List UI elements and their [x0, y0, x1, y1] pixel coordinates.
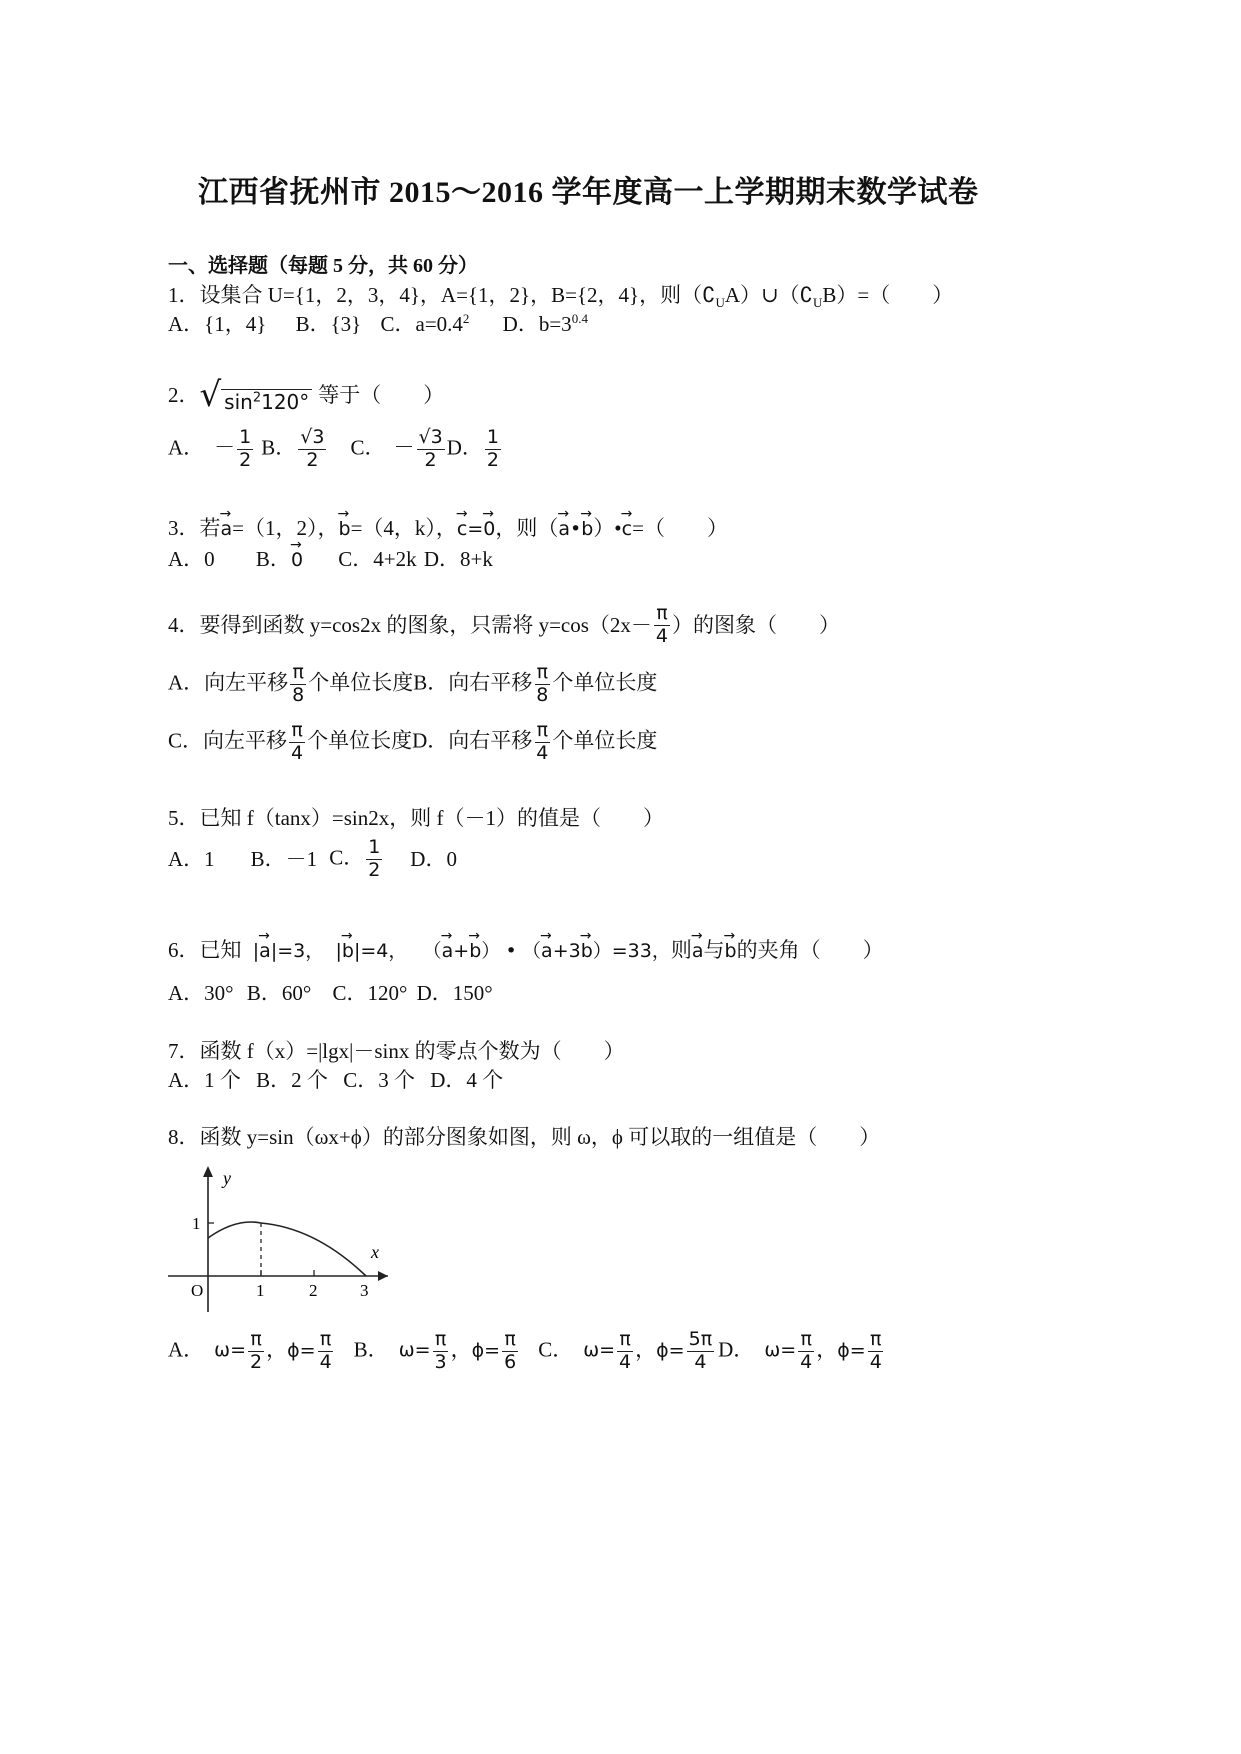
option-c: C．向左平移 $\frac{\pi}{4}$ 个单位长度 [168, 719, 413, 764]
option-b: B． ω= $\frac{\pi}{3}$ ，ϕ= $\frac{\pi}{6}$ [353, 1328, 517, 1373]
option-a: A． － $\frac{1}{2}$ [168, 426, 252, 471]
option-b: B．{3} [295, 312, 362, 336]
option-c: C．$a=0.4^2$ [380, 311, 470, 336]
option-d: D． $\frac{1}{2}$ [446, 426, 499, 471]
question-3-stem: 3．若→ a=（1，2），→ b=（4，k），→ c=→ 0，则（→ a•→ b）•→ c=（ ） [168, 515, 728, 539]
option-b: B． $\frac{√3}{2}$ [261, 426, 325, 471]
option-a: A． ω= $\frac{\pi}{2}$ ，ϕ= $\frac{\pi}{4}$ [168, 1328, 332, 1373]
question-4-stem: 4．要得到函数 y=cos2x 的图象，只需将 y=cos（2x－ $\frac{\pi}{4}$ ）的图象（ ） [168, 602, 841, 647]
x-axis-label: x [371, 1242, 379, 1262]
option-b: B．2 个 [256, 1068, 328, 1092]
question-1-stem: 1．设集合 U={1，2，3，4}，A={1，2}，B={2，4}，则$(∁_UA)\cup(∁_UB)=$（ ） [168, 283, 954, 311]
question-5-stem: 5．已知 f（tanx）=sin2x，则 f（－1）的值是（ ） [168, 806, 664, 830]
option-a: A．{1，4} [168, 312, 267, 336]
question-1-options [168, 311, 588, 336]
x-tick-label-2: 2 [309, 1281, 318, 1300]
option-a: A．30° [168, 981, 234, 1005]
question-5-options [168, 838, 457, 881]
question-4-options-ab [168, 663, 657, 706]
question-4-options-cd [168, 721, 657, 764]
option-c: C．3 个 [343, 1068, 415, 1092]
page-title: 江西省抚州市 2015～2016 学年度高一上学期期末数学试卷 [198, 176, 979, 209]
question-8-graph [166, 1160, 396, 1315]
option-a: A．0 [168, 547, 215, 571]
question-6-options [168, 983, 493, 1004]
option-a: A．1 个 [168, 1068, 241, 1092]
option-d: D．150° [416, 981, 493, 1005]
section-heading-choice: 一、选择题（每题 5 分，共 60 分） [168, 255, 478, 277]
option-d: D．$b=3^{0.4}$ [502, 311, 588, 336]
y-axis-arrow [203, 1166, 213, 1177]
option-d: D． ω= $\frac{\pi}{4}$ ，ϕ= $\frac{\pi}{4}$ [718, 1328, 882, 1373]
option-d: D．0 [410, 846, 457, 871]
option-c: C．120° [332, 981, 408, 1005]
question-8-stem: 8．函数 y=sin（ωx+ϕ）的部分图象如图，则 ω，ϕ 可以取的一组值是（ ） [168, 1125, 881, 1149]
y-axis-label: y [223, 1168, 231, 1188]
option-b: B．－1 [250, 846, 318, 871]
question-3-options [168, 546, 493, 570]
option-c: C． ω= $\frac{\pi}{4}$ ，ϕ= $\frac{5\pi}{4}$ [538, 1328, 713, 1373]
sqrt-expression: √ $\sin^2120^\circ$ [200, 378, 313, 412]
option-b: B．向右平移 $\frac{\pi}{8}$ 个单位长度 [413, 661, 658, 706]
option-b: B．→ 0 [256, 547, 303, 571]
option-a: A．1 [168, 846, 215, 871]
origin-label: O [191, 1281, 204, 1300]
option-d: D．4 个 [430, 1068, 504, 1092]
y-tick-label-1: 1 [192, 1214, 201, 1233]
option-d: D．8+k [423, 547, 493, 571]
x-tick-label-3: 3 [360, 1281, 369, 1300]
option-a: A．向左平移 $\frac{\pi}{8}$ 个单位长度 [168, 661, 414, 706]
option-c: C． － $\frac{√3}{2}$ [350, 426, 443, 471]
option-b: B．60° [246, 981, 312, 1005]
question-7-options [168, 1070, 503, 1091]
option-d: D．向右平移 $\frac{\pi}{4}$ 个单位长度 [412, 719, 658, 764]
question-6-stem: 6．已知 |→ a|=3， |→ b|=4， （→ a+→ b） • （→ a+3→ b）=33，则→ a与→ b的夹角（ ） [168, 937, 884, 961]
x-axis-arrow [378, 1271, 388, 1281]
question-7-stem: 7．函数 f（x）=|lgx|－sinx 的零点个数为（ ） [168, 1039, 625, 1063]
option-c: C．4+2k [338, 547, 417, 571]
x-tick-label-1: 1 [256, 1281, 265, 1300]
sine-curve [208, 1222, 366, 1276]
question-2-options [168, 428, 503, 471]
option-c: C． $\frac{1}{2}$ [329, 836, 381, 881]
question-2-stem: 2． √ $\sin^2120^\circ$ 等于（ ） [168, 375, 445, 415]
question-8-options [168, 1330, 886, 1373]
